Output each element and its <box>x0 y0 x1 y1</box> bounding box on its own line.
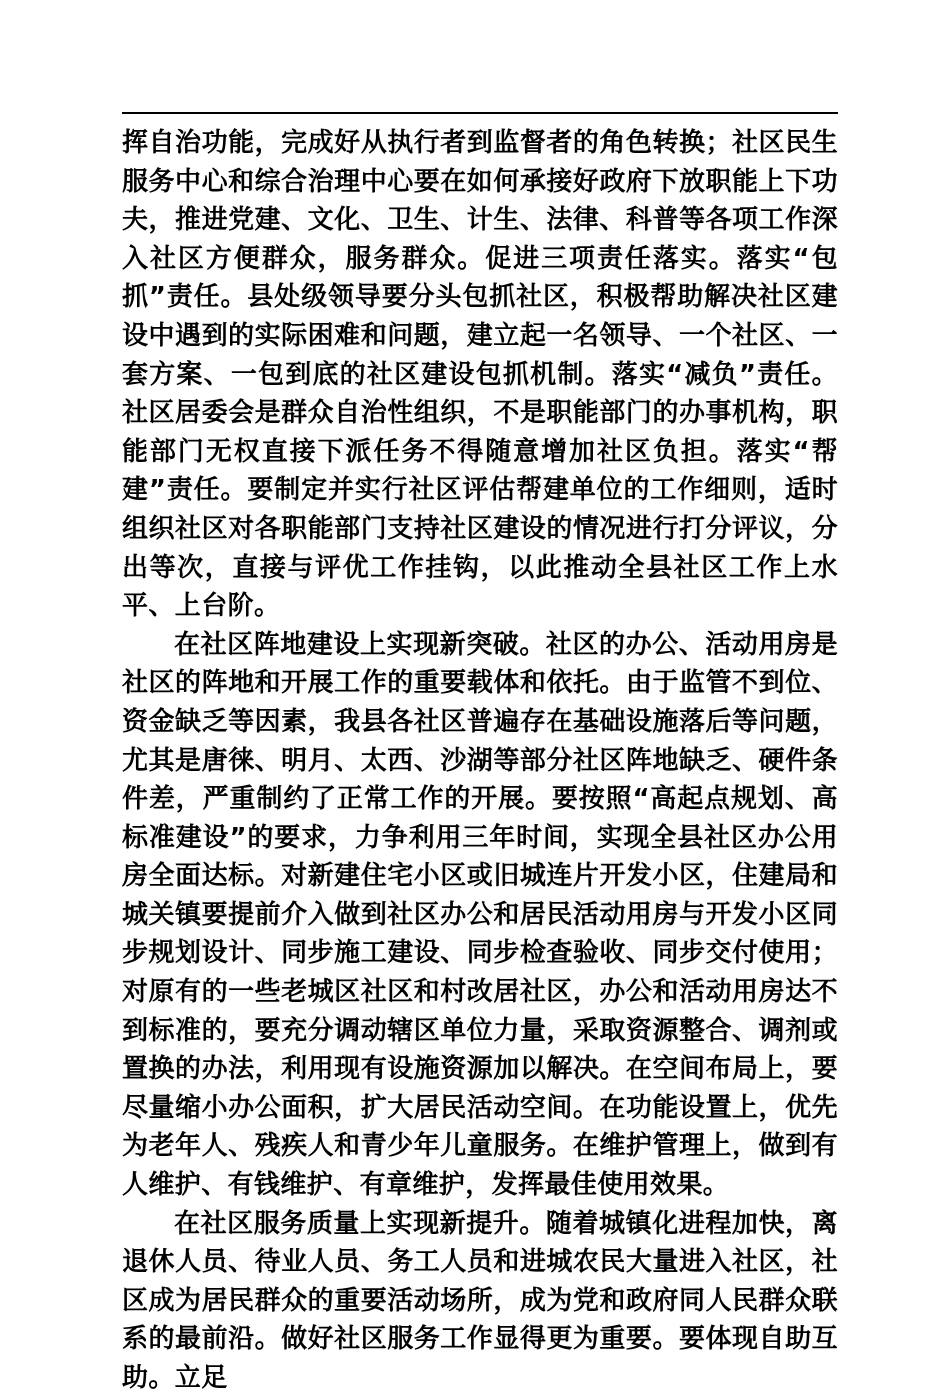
paragraph-1: 挥自治功能，完成好从执行者到监督者的角色转换；社区民生服务中心和综合治理中心要在如何承接好政府下放职能上下功夫，推进党建、文化、卫生、计生、法律、科普等各项工作深入社区方便群众，服务群众。促进三项责任落实。落实“包抓”责任。县处级领导要分头包抓社区，积极帮助解决社区建设中遇到的实际困难和问题，建立起一名领导、一个社区、一套方案、一包到底的社区建设包抓机制。落实“减负”责任。社区居委会是群众自治性组织，不是职能部门的办事机构，职能部门无权直接下派任务不得随意增加社区负担。落实“帮建”责任。要制定并实行社区评估帮建单位的工作细则，适时组织社区对各职能部门支持社区建设的情况进行打分评议，分出等次，直接与评优工作挂钩，以此推动全县社区工作上水平、上台阶。 <box>122 128 838 622</box>
body-text <box>122 124 838 1398</box>
paragraph-2: 在社区阵地建设上实现新突破。社区的办公、活动用房是社区的阵地和开展工作的重要载体和依托。由于监管不到位、资金缺乏等因素，我县各社区普遍存在基础设施落后等问题，尤其是唐徕、明月、太西、沙湖等部分社区阵地缺乏、硬件条件差，严重制约了正常工作的开展。要按照“高起点规划、高标准建设”的要求，力争利用三年时间，实现全县社区办公用房全面达标。对新建住宅小区或旧城连片开发小区，住建局和城关镇要提前介入做到社区办公和居民活动用房与开发小区同步规划设计、同步施工建设、同步检查验收、同步交付使用；对原有的一些老城区社区和村改居社区，办公和活动用房达不到标准的，要充分调动辖区单位力量，采取资源整合、调剂或置换的办法，利用现有设施资源加以解决。在空间布局上，要尽量缩小办公面积，扩大居民活动空间。在功能设置上，优先为老年人、残疾人和青少年儿童服务。在维护管理上，做到有人维护、有钱维护、有章维护，发挥最佳使用效果。 <box>122 629 838 1201</box>
header-rule <box>122 112 838 114</box>
paragraph-3: 在社区服务质量上实现新提升。随着城镇化进程加快，离退休人员、待业人员、务工人员和进城农民大量进入社区，社区成为居民群众的重要活动场所，成为党和政府同人民群众联系的最前沿。做好社区服务工作显得更为重要。要体现自助互助。立足 <box>122 1208 838 1393</box>
